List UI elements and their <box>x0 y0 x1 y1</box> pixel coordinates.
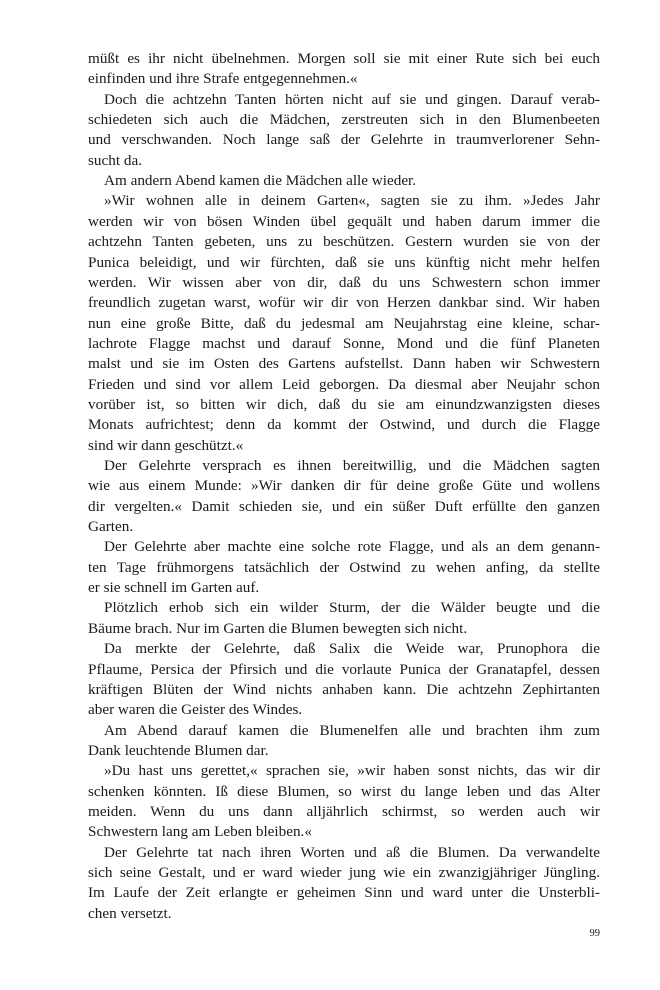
text-line: Am andern Abend kamen die Mädchen alle wieder. <box>104 172 417 190</box>
text-line: Plötzlich erhob sich ein wilder Sturm, der die Wälder beugte und die <box>104 599 600 617</box>
text-line: einfinden und ihre Strafe entgegennehmen.« <box>88 70 358 88</box>
page-number: 99 <box>589 928 600 939</box>
text-line: Der Gelehrte aber machte eine solche rote Flagge, und als an dem genann- <box>104 538 600 556</box>
text-line: dir vergelten.« Damit schieden sie, und ein süßer Duft erfüllte den ganzen <box>88 497 600 515</box>
text-line: chen versetzt. <box>88 904 172 922</box>
text-line: Schwestern lang am Leben bleiben.« <box>88 823 312 841</box>
text-line: meiden. Wenn du uns dann alljährlich schirmst, so werden auch wir <box>88 802 600 820</box>
text-line: ten Tage frühmorgens tatsächlich der Ostwind zu wehen anfing, da stellte <box>88 558 600 576</box>
text-line: sind wir dann geschützt.« <box>88 436 244 454</box>
text-line: sich seine Gestalt, und er ward wieder jung wie ein zwanzigjähriger Jüngling. <box>88 864 600 881</box>
text-line: malst und sie im Osten des Gartens aufstellst. Dann haben wir Schwestern <box>88 355 600 373</box>
text-line: Dank leuchtende Blumen dar. <box>88 741 269 759</box>
text-line: Der Gelehrte tat nach ihren Worten und aß die Blumen. Da verwandelte <box>104 843 600 861</box>
text-line: werden wir von bösen Winden übel gequält und haben darum immer die <box>88 212 600 230</box>
text-line: nun eine große Bitte, daß du jedesmal am Neujahrstag eine kleine, schar- <box>88 314 600 332</box>
text-line: er sie schnell im Garten auf. <box>88 579 260 597</box>
text-line: Am Abend darauf kamen die Blumenelfen alle und brachten ihm zum <box>104 721 600 739</box>
text-line: werden. Wir wissen aber von dir, daß du uns Schwestern schon immer <box>88 273 600 291</box>
text-line: Punica beleidigt, und wir fürchten, daß sie uns künftig nicht mehr helfen <box>88 253 600 271</box>
text-line: lachrote Flagge machst und darauf Sonne, Mond und die fünf Planeten <box>88 334 600 352</box>
text-line: »Wir wohnen alle in deinem Garten«, sagten sie zu ihm. »Jedes Jahr <box>104 192 600 210</box>
text-line: müßt es ihr nicht übelnehmen. Morgen soll sie mit einer Rute sich bei euch <box>88 50 600 67</box>
text-line: vorüber ist, so bitten wir dich, daß du sie am einundzwanzigsten dieses <box>88 395 600 413</box>
text-line: Der Gelehrte versprach es ihnen bereitwillig, und die Mädchen sagten <box>104 457 600 474</box>
text-line: Pflaume, Persica der Pfirsich und die vorlaute Punica der Granatapfel, dessen <box>88 660 600 678</box>
text-line: wie aus einem Munde: »Wir danken dir für deine große Güte und wollens <box>88 477 600 495</box>
text-line: kräftigen Blüten der Wind nichts anhaben kann. Die achtzehn Zephirtanten <box>88 680 600 698</box>
text-line: Im Laufe der Zeit erlangte er geheimen Sinn und ward unter die Unsterbli- <box>88 884 600 902</box>
text-line: freundlich zugetan warst, wofür wir dir von Herzen dankbar sind. Wir haben <box>88 294 600 312</box>
text-line: und verschwanden. Noch lange saß der Gelehrte in traumverlorener Sehn- <box>88 131 600 149</box>
text-line: aber waren die Geister des Windes. <box>88 701 303 719</box>
text-line: Bäume brach. Nur im Garten die Blumen bewegten sich nicht. <box>88 619 468 637</box>
text-line: schiedeten sich auch die Mädchen, zerstreuten sich in den Blumenbeeten <box>88 111 600 129</box>
text-line: achtzehn Tanten gebeten, uns zu beschützen. Gestern wurden sie von der <box>88 233 600 251</box>
text-line: Doch die achtzehn Tanten hörten nicht auf sie und gingen. Darauf verab- <box>104 90 600 108</box>
text-line: Frieden und sind vor allem Leid geborgen. Da diesmal aber Neujahr schon <box>88 375 600 393</box>
text-line: Da merkte der Gelehrte, daß Salix die Weide war, Prunophora die <box>104 640 600 658</box>
text-line: schenken könnten. Iß diese Blumen, so wirst du lange leben und das Alter <box>88 782 600 800</box>
text-line: sucht da. <box>88 151 142 169</box>
text-line: »Du hast uns gerettet,« sprachen sie, »wir haben sonst nichts, das wir dir <box>104 762 600 780</box>
page-body <box>88 49 600 949</box>
text-line: Garten. <box>88 518 134 536</box>
text-line: Monats aufrichtest; denn da kommt der Ostwind, und durch die Flagge <box>88 416 600 434</box>
